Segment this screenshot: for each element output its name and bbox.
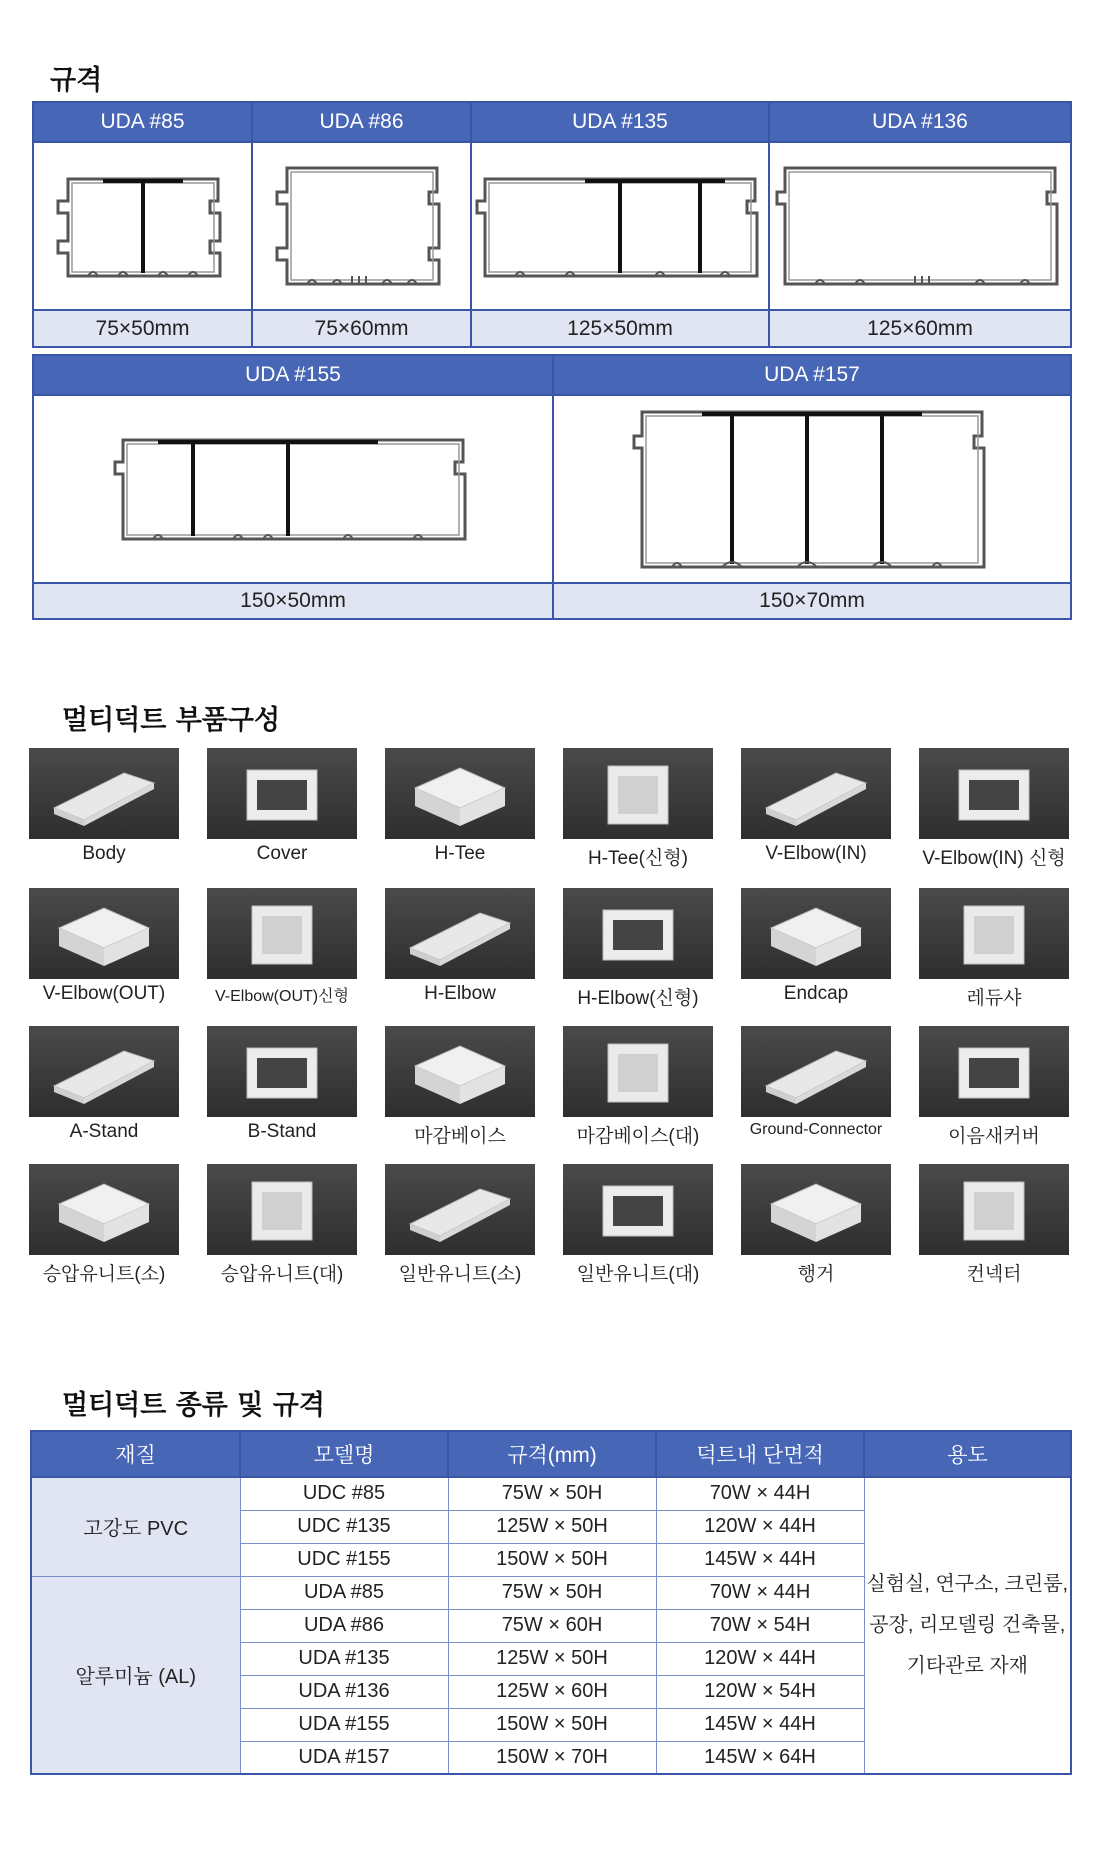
spec-model: UDA #86 [253,103,470,141]
duct-profile-drawing [113,424,473,554]
model-cell: UDC #85 [240,1477,448,1510]
part-item [385,1026,535,1148]
model-cell: UDA #135 [240,1642,448,1675]
part-photo [563,888,713,979]
spec-size: 150×50mm [34,584,552,618]
part-label: Body [82,843,126,864]
inner-cell: 145W × 44H [656,1708,864,1741]
spec-grid-row1 [32,101,1072,348]
material-cell: 고강도 PVC [31,1477,240,1576]
spec-card [770,103,1070,346]
part-item [29,888,179,1005]
part-item [385,888,535,1005]
part-item [919,1026,1069,1148]
spec-cell: 125W × 60H [448,1675,656,1708]
part-label: 승압유니트(대) [220,1264,344,1285]
model-cell: UDA #85 [240,1576,448,1609]
part-label: A-Stand [69,1121,139,1142]
part-photo [29,1026,179,1117]
part-item [563,888,713,1010]
part-item [207,888,357,1006]
model-cell: UDC #135 [240,1510,448,1543]
inner-cell: 145W × 44H [656,1543,864,1576]
table-header-row [31,1431,1071,1477]
part-label: Cover [256,843,308,864]
table-row [31,1477,1071,1510]
spec-cell: 150W × 50H [448,1543,656,1576]
part-item [207,1026,357,1143]
spec-cell: 125W × 50H [448,1642,656,1675]
duct-profile-image [770,141,1070,311]
model-cell: UDA #155 [240,1708,448,1741]
duct-profile-image [554,394,1070,584]
part-label: 행거 [797,1264,835,1285]
parts-section-title: 멀티덕트 부품구성 [62,705,281,736]
usage-line: 공장, 리모델링 건축물, [869,1614,1066,1636]
part-item [385,748,535,865]
usage-line: 실험실, 연구소, 크린룸, [866,1573,1069,1595]
material-cell: 알루미늄 (AL) [31,1576,240,1774]
spec-cell: 75W × 60H [448,1609,656,1642]
duct-profile-drawing [48,161,238,291]
duct-profile-drawing [632,402,992,577]
duct-profile-image [34,394,552,584]
usage-line: 기타관로 자재 [906,1655,1028,1677]
part-photo [207,888,357,979]
part-item [563,1026,713,1148]
model-cell: UDA #136 [240,1675,448,1708]
spec-cell: 75W × 50H [448,1576,656,1609]
part-photo [29,748,179,839]
part-photo [741,1164,891,1255]
spec-size: 150×70mm [554,584,1070,618]
part-label: 레듀샤 [966,988,1022,1009]
header-model: 모델명 [240,1431,448,1477]
part-label: Ground-Connector [749,1121,883,1138]
duct-profile-drawing [475,161,765,291]
duct-profile-drawing [267,156,457,296]
part-photo [29,1164,179,1255]
duct-profile-drawing [775,156,1065,296]
model-cell: UDA #157 [240,1741,448,1774]
part-item [741,1164,891,1286]
part-item [207,1164,357,1286]
part-item [207,748,357,865]
part-photo [385,888,535,979]
part-item [385,1164,535,1286]
spec-model: UDA #157 [554,356,1070,394]
part-label: B-Stand [247,1121,317,1142]
part-label: V-Elbow(OUT)신형 [214,988,350,1005]
part-label: 일반유니트(대) [576,1264,700,1285]
spec-cell: 75W × 50H [448,1477,656,1510]
part-item [29,1164,179,1286]
model-cell: UDC #155 [240,1543,448,1576]
inner-cell: 120W × 44H [656,1642,864,1675]
spec-card [472,103,770,346]
part-label: V-Elbow(IN) [765,843,867,864]
part-photo [741,1026,891,1117]
header-material: 재질 [31,1431,240,1477]
part-label: 이음새커버 [948,1126,1040,1147]
part-label: V-Elbow(OUT) [42,983,166,1004]
part-label: V-Elbow(IN) 신형 [922,848,1066,869]
spec-size: 125×50mm [472,311,768,346]
duct-spec-table [30,1430,1072,1775]
part-item [919,748,1069,870]
usage-cell [864,1477,1071,1774]
part-photo [29,888,179,979]
spec-size: 75×60mm [253,311,470,346]
part-item [741,888,891,1005]
spec-model: UDA #135 [472,103,768,141]
inner-cell: 120W × 54H [656,1675,864,1708]
part-label: Endcap [783,983,849,1004]
part-label: 마감베이스(대) [576,1126,700,1147]
part-item [29,1026,179,1143]
part-item [563,748,713,870]
part-label: H-Elbow(신형) [577,988,699,1009]
spec-model: UDA #155 [34,356,552,394]
spec-model: UDA #136 [770,103,1070,141]
part-label: 마감베이스 [414,1126,506,1147]
spec-grid-row2 [32,354,1072,620]
table-section-title: 멀티덕트 종류 및 규격 [62,1390,325,1421]
spec-size: 75×50mm [34,311,251,346]
model-cell: UDA #86 [240,1609,448,1642]
part-item [563,1164,713,1286]
part-label: 컨넥터 [966,1264,1022,1285]
spec-cell: 125W × 50H [448,1510,656,1543]
spec-size: 125×60mm [770,311,1070,346]
spec-cell: 150W × 70H [448,1741,656,1774]
part-item [919,888,1069,1010]
part-label: 승압유니트(소) [42,1264,166,1285]
inner-cell: 145W × 64H [656,1741,864,1774]
part-photo [563,1026,713,1117]
spec-card [34,356,554,618]
part-label: H-Elbow [424,983,496,1004]
part-label: 일반유니트(소) [398,1264,522,1285]
part-label: H-Tee(신형) [587,848,689,869]
part-photo [385,1026,535,1117]
spec-card [554,356,1070,618]
inner-cell: 120W × 44H [656,1510,864,1543]
part-photo [741,748,891,839]
part-item [919,1164,1069,1286]
part-photo [919,748,1069,839]
part-photo [563,1164,713,1255]
duct-profile-image [253,141,470,311]
part-photo [385,1164,535,1255]
part-photo [741,888,891,979]
part-photo [207,748,357,839]
part-photo [919,1164,1069,1255]
inner-cell: 70W × 44H [656,1576,864,1609]
part-photo [207,1026,357,1117]
part-item [741,1026,891,1139]
part-item [29,748,179,865]
inner-cell: 70W × 54H [656,1609,864,1642]
part-photo [385,748,535,839]
spec-cell: 150W × 50H [448,1708,656,1741]
part-item [741,748,891,865]
spec-section-title: 규격 [50,65,103,96]
header-spec: 규격(mm) [448,1431,656,1477]
part-label: H-Tee [434,843,486,864]
spec-model: UDA #85 [34,103,251,141]
part-photo [919,888,1069,979]
header-usage: 용도 [864,1431,1071,1477]
duct-profile-image [472,141,768,311]
header-inner-area: 덕트내 단면적 [656,1431,864,1477]
part-photo [563,748,713,839]
inner-cell: 70W × 44H [656,1477,864,1510]
spec-card [253,103,472,346]
spec-card [34,103,253,346]
part-photo [207,1164,357,1255]
duct-profile-image [34,141,251,311]
part-photo [919,1026,1069,1117]
